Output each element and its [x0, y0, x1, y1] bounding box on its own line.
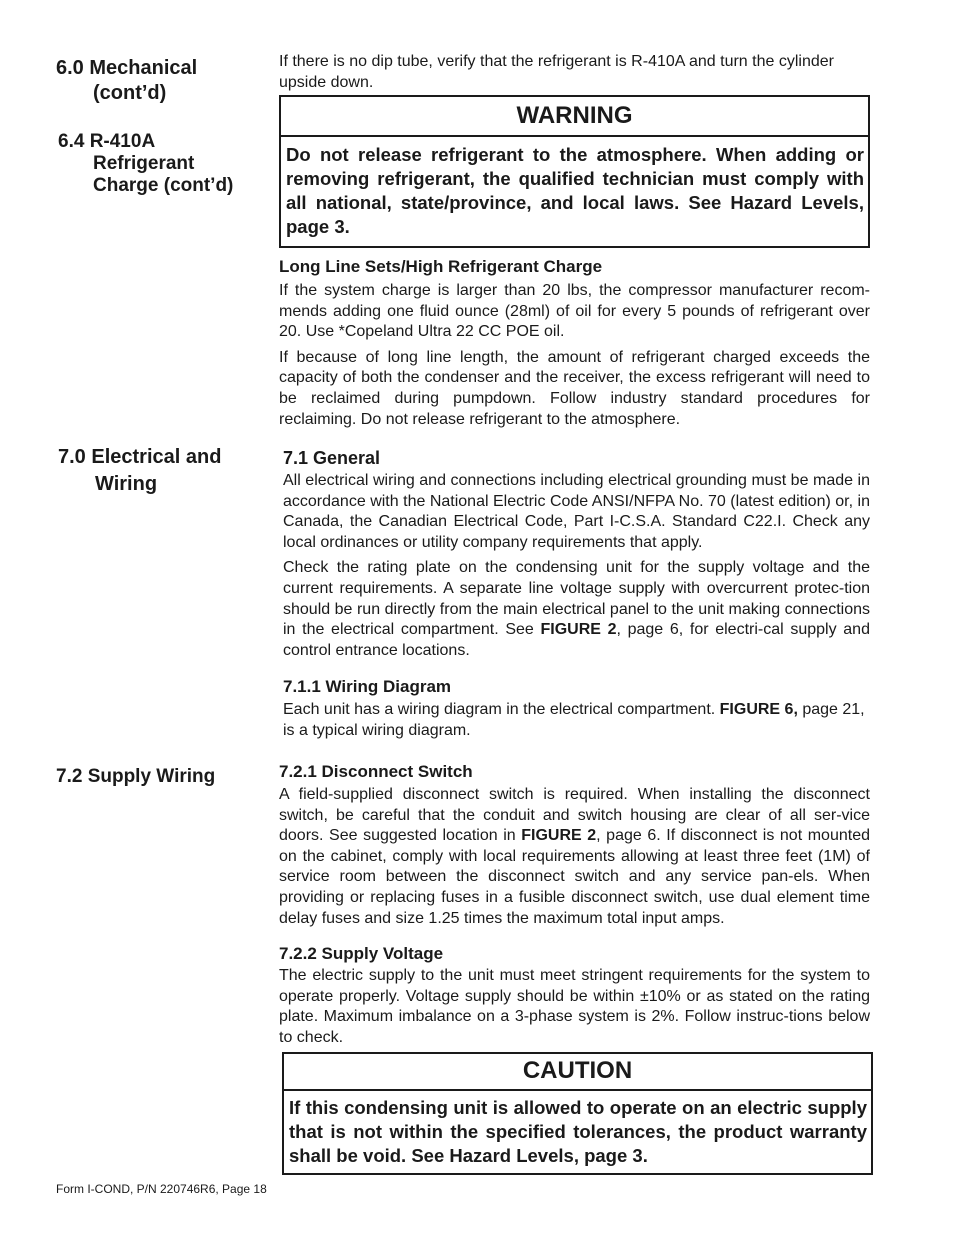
wiring-diagram-body — [283, 700, 870, 746]
long-line-paragraph-2: If because of long line length, the amount of refrigerant charged exceeds the capacity of both the condenser and the receiver, the excess refrigerant will need to be reclaimed during pumpdown. Follow industry standard procedures for reclaiming. Do not release refrigerant to the atmosphere. — [279, 348, 870, 428]
intro-text: If there is no dip tube, verify that the refrigerant is R-410A and turn the cylinder upside down. — [279, 53, 834, 91]
supply-voltage-heading: 7.2.2 Supply Voltage — [279, 944, 444, 963]
section-heading-7-2 — [56, 766, 215, 788]
text-run: , page 6, for electri-cal supply and control entrance locations. — [283, 621, 870, 659]
heading-line: (cont’d) — [93, 82, 167, 104]
figure-reference: FIGURE 2 — [540, 621, 617, 639]
disconnect-paragraph — [279, 785, 870, 929]
page-footer: Form I-COND, P/N 220746R6, Page 18 — [56, 1182, 267, 1196]
intro-paragraph — [279, 52, 870, 98]
long-line-heading: Long Line Sets/High Refrigerant Charge — [279, 257, 603, 276]
general-body — [283, 471, 870, 666]
wiring-diagram-heading: 7.1.1 Wiring Diagram — [283, 677, 452, 696]
section-heading-6-0 — [56, 56, 197, 106]
heading-line: Refrigerant — [93, 153, 195, 174]
figure-reference: FIGURE 6, — [719, 701, 798, 718]
text-run: A field-supplied disconnect switch is required. When installing the disconnect switch, be careful that the conduit and switch housing are clear of all ser-vice doors. See suggested location in — [279, 786, 870, 845]
disconnect-heading: 7.2.1 Disconnect Switch — [279, 762, 473, 781]
figure-reference: FIGURE 2 — [521, 827, 597, 845]
caution-text: If this condensing unit is allowed to operate on an electric supply that is not within the specified tolerances, the product warranty shall be void. See Hazard Levels, page 3. — [289, 1097, 867, 1166]
long-line-paragraph-1: If the system charge is larger than 20 lbs, the compressor manufacturer recom-mends adding one fluid ounce (28ml) of oil for every 5 pounds of refrigerant over 20. Use *Copeland Ultra 22 CC POE oil. — [279, 282, 870, 341]
supply-voltage-body — [279, 966, 870, 1053]
supply-voltage-paragraph: The electric supply to the unit must meet stringent requirements for the system to operate properly. Voltage supply should be within ±10% or as stated on the rating plate. Maximum imbalance on a 3-phase system is 2%. Follow instruc-tions below to check. — [279, 967, 870, 1046]
heading-line: 7.2 Supply Wiring — [56, 766, 216, 787]
heading-line: Charge (cont’d) — [93, 175, 234, 196]
text-run: Each unit has a wiring diagram in the electrical compartment. — [283, 701, 720, 718]
text-run: page 21, is a typical wiring diagram. — [283, 701, 865, 739]
warning-title: WARNING — [281, 97, 868, 137]
warning-box — [279, 95, 870, 248]
caution-title: CAUTION — [284, 1054, 871, 1091]
disconnect-body — [279, 785, 870, 934]
section-heading-7-0 — [58, 444, 221, 498]
general-heading: 7.1 General — [283, 448, 381, 468]
section-heading-6-4 — [58, 131, 233, 197]
heading-line: 6.4 R-410A — [58, 131, 156, 152]
caution-box — [282, 1052, 873, 1175]
heading-line: 7.0 Electrical and — [58, 446, 222, 468]
text-run: , page 6. If disconnect is not mounted on the cabinet, comply with local requirements allowing at least three feet (1M) of service room between the disconnect switch and any service pan-els. When providing or replacing fuses in a fusible disconnect switch, use dual element time delay fuses and size 1.25 times the maximum total input amps. — [279, 827, 870, 927]
general-paragraph-2 — [283, 558, 870, 661]
heading-line: 6.0 Mechanical — [56, 57, 198, 79]
wiring-diagram-paragraph — [283, 700, 870, 741]
long-line-body — [279, 281, 870, 435]
general-paragraph-1: All electrical wiring and connections including electrical grounding must be made in accordance with the National Electric Code ANSI/NFPA No. 70 (latest edition) or, in Canada, the Canadian Electrical Code, Part I-C.S.A. Standard C22.I. Check any local ordinances or utility company requirements that apply. — [283, 472, 870, 551]
heading-line: Wiring — [95, 473, 158, 495]
warning-text: Do not release refrigerant to the atmosphere. When adding or removing refrigerant, the qualified technician must comply with all national, state/province, and local laws. See Hazard Levels, page 3. — [286, 144, 864, 237]
text-run: Check the rating plate on the condensing unit for the supply voltage and the current requirements. A separate line voltage supply with overcurrent protec-tion should be run directly from the main electrical panel to the unit making connections in the electrical compartment. See — [283, 559, 870, 639]
